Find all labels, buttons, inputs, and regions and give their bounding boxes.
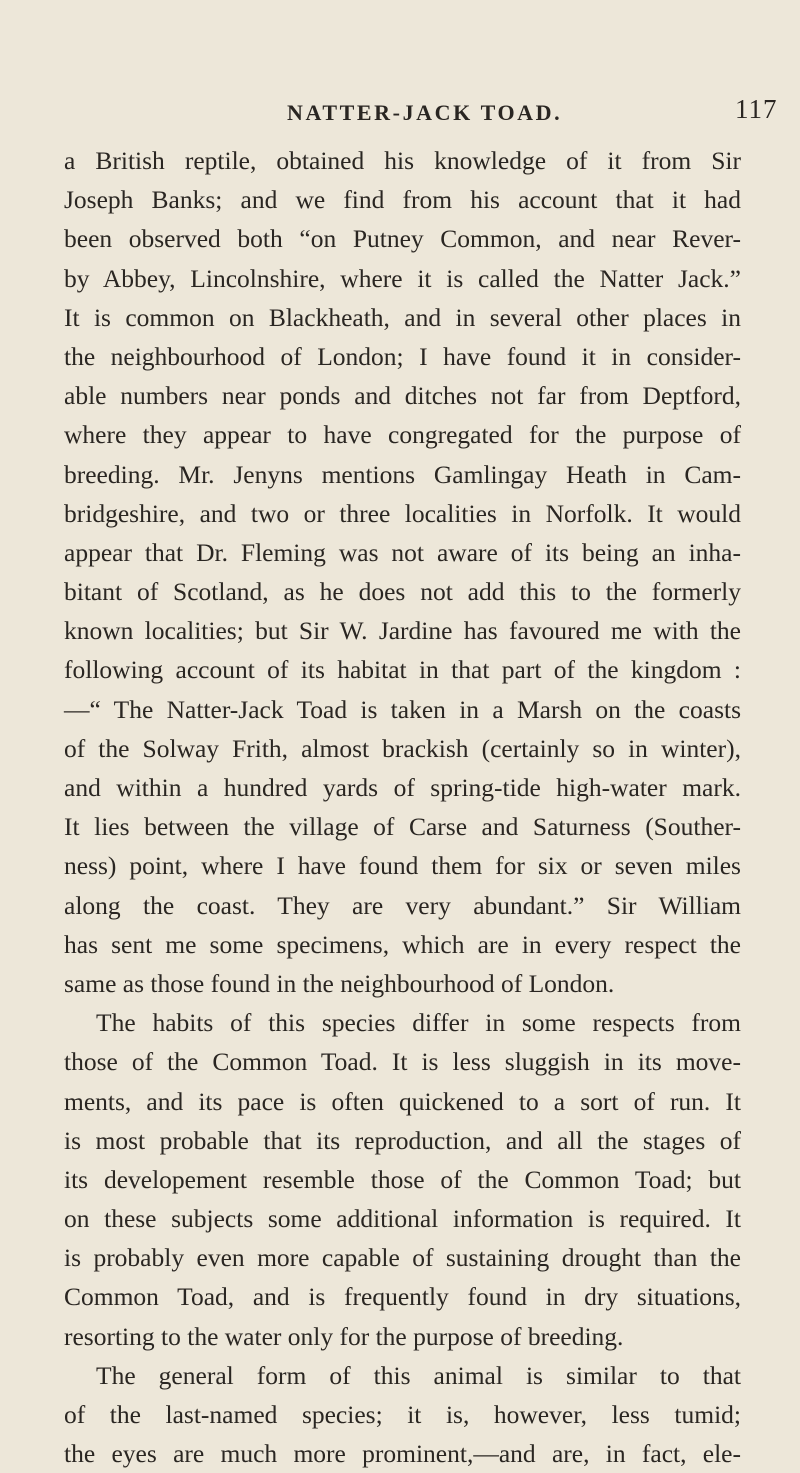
text-line: has sent me some specimens, which are in every respect the <box>64 929 741 959</box>
text-line: ments, and its pace is often quickened to a sort of run. It <box>64 1086 741 1116</box>
text-line: is probably even more capable of sustaining drought than the <box>64 1243 741 1273</box>
text-line: the neighbourhood of London; I have found it in consider- <box>64 341 741 371</box>
text-line: those of the Common Toad. It is less sluggish in its move- <box>64 1047 741 1077</box>
text-line: bridgeshire, and two or three localities in Norfolk. It would <box>64 498 741 528</box>
text-line: Common Toad, and is frequently found in dry situations, <box>64 1282 741 1312</box>
text-line: The habits of this species differ in some respects from <box>96 1008 741 1038</box>
text-line: —“ The Natter-Jack Toad is taken in a Marsh on the coasts <box>64 694 741 724</box>
text-line: the eyes are much more prominent,—and are, in fact, ele- <box>64 1439 741 1469</box>
text-line: of the last-named species; it is, however, less tumid; <box>64 1400 741 1429</box>
text-line: of the Solway Frith, almost brackish (certainly so in winter), <box>64 733 741 763</box>
running-title: NATTER-JACK TOAD. <box>287 100 563 125</box>
text-line: The general form of this animal is similar to that <box>96 1360 741 1390</box>
text-line: appear that Dr. Fleming was not aware of its being an inha- <box>64 537 741 567</box>
text-line: resorting to the water only for the purpose of breeding. <box>64 1321 624 1351</box>
body-text <box>64 141 741 1473</box>
text-line: where they appear to have congregated for the purpose of <box>64 420 741 450</box>
text-line: able numbers near ponds and ditches not far from Deptford, <box>64 381 741 411</box>
text-line: It lies between the village of Carse and Saturness (Souther- <box>64 812 741 842</box>
text-line: ness) point, where I have found them for six or seven miles <box>64 851 741 881</box>
text-line: along the coast. They are very abundant.” Sir William <box>64 890 741 920</box>
text-line: same as those found in the neighbourhood of London. <box>64 968 615 998</box>
text-line: breeding. Mr. Jenyns mentions Gamlingay Heath in Cam- <box>64 459 741 489</box>
text-line: and within a hundred yards of spring-tide high-water mark. <box>64 773 741 802</box>
text-line: been observed both “on Putney Common, and near Rever- <box>64 224 741 254</box>
text-line: by Abbey, Lincolnshire, where it is called the Natter Jack.” <box>64 263 741 293</box>
page-number: 117 <box>735 94 778 124</box>
text-line: Joseph Banks; and we find from his account that it had <box>64 185 741 215</box>
text-line: known localities; but Sir W. Jardine has favoured me with the <box>64 616 741 646</box>
text-line: a British reptile, obtained his knowledge of it from Sir <box>64 146 741 175</box>
text-line: its developement resemble those of the Common Toad; but <box>64 1164 741 1194</box>
text-line: bitant of Scotland, as he does not add this to the formerly <box>64 577 741 607</box>
text-line: is most probable that its reproduction, and all the stages of <box>64 1125 741 1155</box>
text-line: It is common on Blackheath, and in several other places in <box>64 302 741 332</box>
page-header <box>0 94 800 132</box>
text-line: on these subjects some additional information is required. It <box>64 1204 741 1234</box>
text-line: following account of its habitat in that part of the kingdom : <box>64 655 741 685</box>
